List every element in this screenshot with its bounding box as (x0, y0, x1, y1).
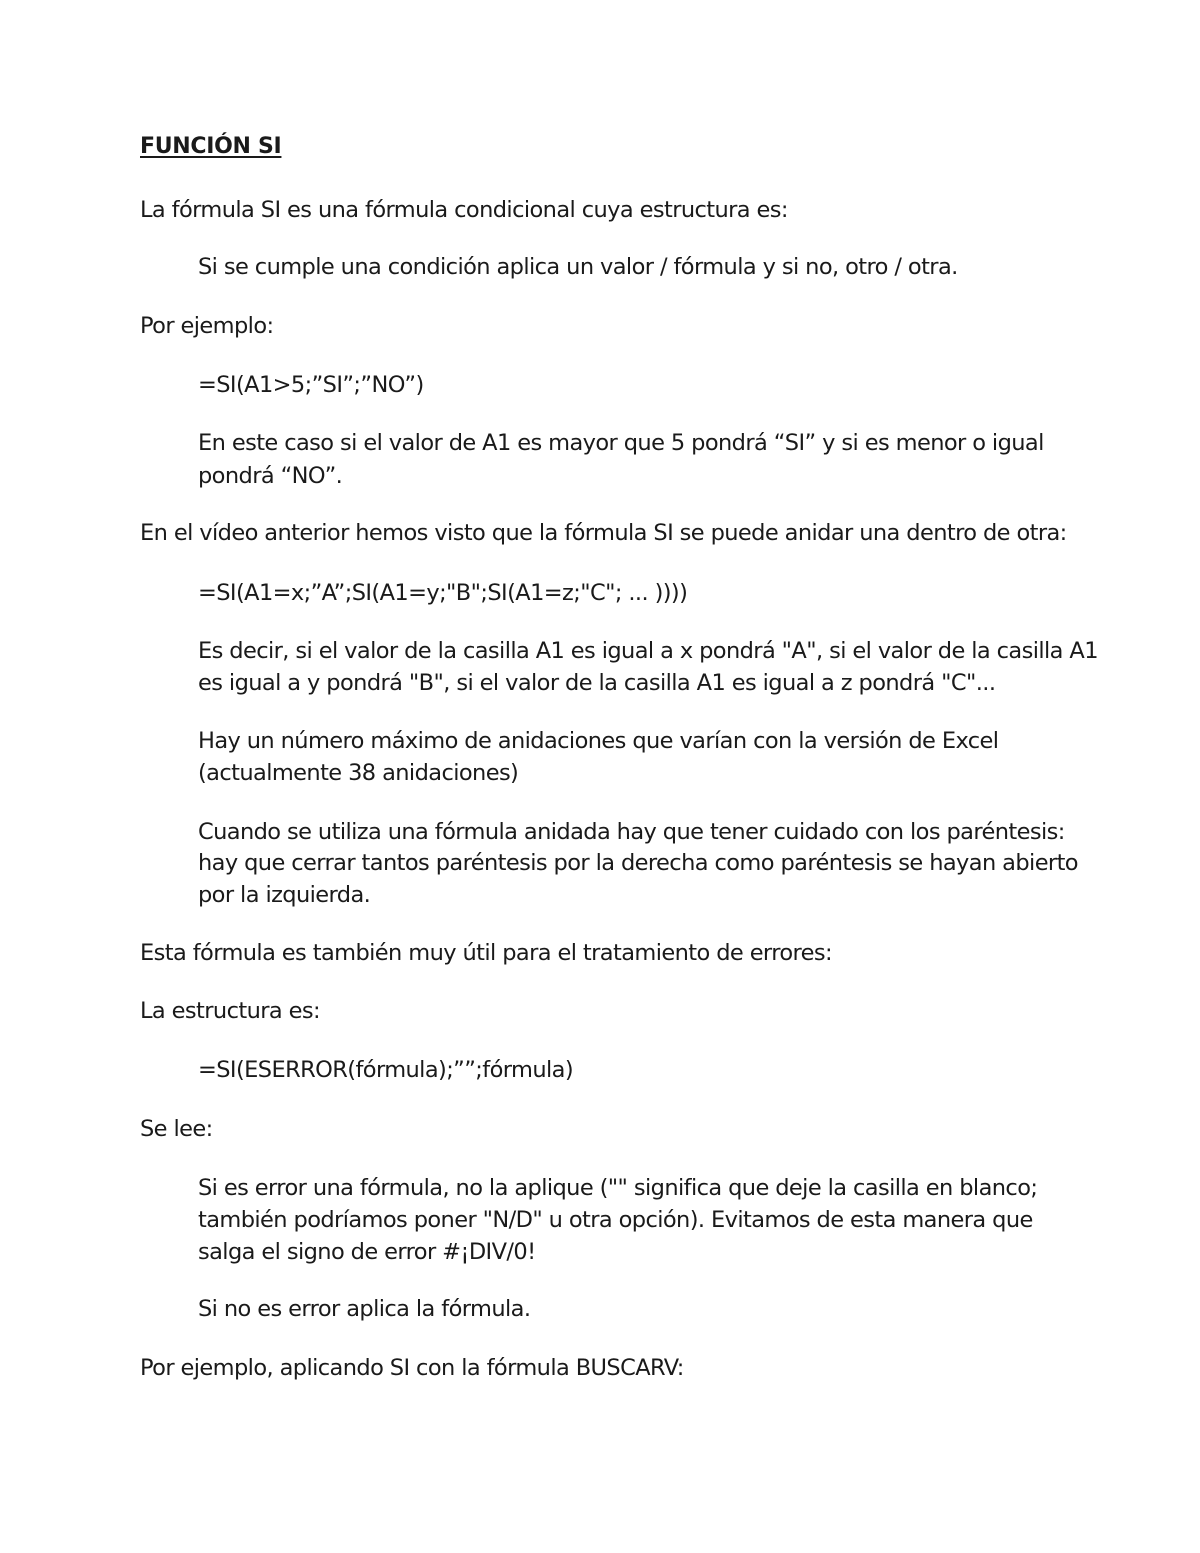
nested-explanation-line-1: Es decir, si el valor de la casilla A1 es igual a x pondrá "A", si el valor de la casilla A1 (198, 638, 1098, 664)
structure-description: Si se cumple una condición aplica un valor / fórmula y si no, otro / otra. (198, 254, 958, 280)
max-nesting-line-1: Hay un número máximo de anidaciones que varían con la versión de Excel (198, 728, 999, 754)
error-structure-label: La estructura es: (140, 998, 320, 1024)
reads-label: Se lee: (140, 1116, 213, 1142)
example-label: Por ejemplo: (140, 313, 274, 339)
reads-explanation-line-2: también podríamos poner "N/D" u otra opción). Evitamos de esta manera que (198, 1207, 1033, 1233)
nested-intro-paragraph: En el vídeo anterior hemos visto que la fórmula SI se puede anidar una dentro de otra: (140, 520, 1067, 546)
intro-paragraph: La fórmula SI es una fórmula condicional cuya estructura es: (140, 197, 788, 223)
parentheses-note-line-3: por la izquierda. (198, 882, 371, 908)
example-formula: =SI(A1>5;”SI”;”NO”) (198, 372, 424, 398)
reads-explanation-line-3: salga el signo de error #¡DIV/0! (198, 1239, 536, 1265)
buscarv-example-paragraph: Por ejemplo, aplicando SI con la fórmula BUSCARV: (140, 1355, 684, 1381)
max-nesting-line-2: (actualmente 38 anidaciones) (198, 760, 519, 786)
parentheses-note-line-2: hay que cerrar tantos paréntesis por la derecha como paréntesis se hayan abierto (198, 850, 1078, 876)
page-title: FUNCIÓN SI (140, 134, 282, 159)
nested-explanation-line-2: es igual a y pondrá "B", si el valor de la casilla A1 es igual a z pondrá "C"... (198, 670, 996, 696)
reads-explanation-line-1: Si es error una fórmula, no la aplique ("" significa que deje la casilla en blanco; (198, 1175, 1038, 1201)
example-explanation-line-1: En este caso si el valor de A1 es mayor que 5 pondrá “SI” y si es menor o igual (198, 430, 1044, 456)
parentheses-note-line-1: Cuando se utiliza una fórmula anidada hay que tener cuidado con los paréntesis: (198, 819, 1065, 845)
example-explanation-line-2: pondrá “NO”. (198, 463, 343, 489)
error-intro-paragraph: Esta fórmula es también muy útil para el tratamiento de errores: (140, 940, 833, 966)
no-error-paragraph: Si no es error aplica la fórmula. (198, 1296, 531, 1322)
error-formula: =SI(ESERROR(fórmula);””;fórmula) (198, 1057, 574, 1083)
nested-formula: =SI(A1=x;”A”;SI(A1=y;"B";SI(A1=z;"C"; ... )))) (198, 580, 688, 606)
